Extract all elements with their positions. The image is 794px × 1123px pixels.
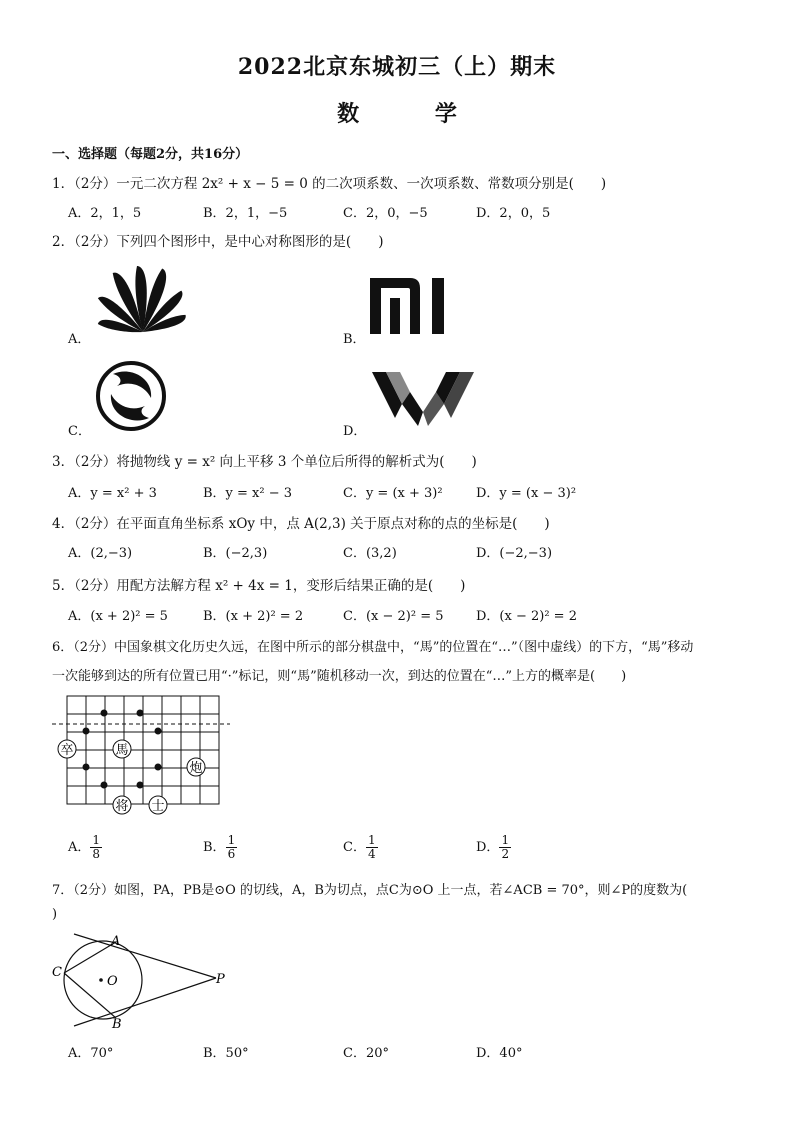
piece-shi: 士 xyxy=(151,799,165,814)
q2-option-b: B． xyxy=(343,332,366,347)
piece-jiang: 将 xyxy=(115,799,129,814)
point-p-label: P xyxy=(216,972,225,987)
point-o-label: O xyxy=(107,974,118,989)
q7-option-b: B．50° xyxy=(203,1046,249,1061)
huawei-logo-icon xyxy=(95,262,191,334)
question-2-stem: 2．（2分）下列四个图形中，是中心对称图形的是( ) xyxy=(52,234,384,250)
q7-option-d: D．40° xyxy=(476,1046,523,1061)
question-6-stem-line-2: 一次能够到达的所有位置已用“·”标记，则“馬”随机移动一次，到达的位置在“…”上方的概率是( ) xyxy=(52,669,627,684)
q1-option-b: B．2，1，−5 xyxy=(203,206,288,221)
piece-pao: 炮 xyxy=(189,761,203,776)
q7-option-a: A．70° xyxy=(68,1046,114,1061)
reach-dot xyxy=(155,764,162,771)
q6-option-a: A． $\frac{1}{8}$ xyxy=(68,833,101,861)
q2-option-c: C． xyxy=(68,424,91,439)
reach-dot xyxy=(101,782,108,789)
q6-option-c: C． $\frac{1}{4}$ xyxy=(343,833,376,861)
q3-option-a: A．y = x² + 3 xyxy=(68,486,157,501)
reach-dot xyxy=(83,728,90,735)
reach-dot xyxy=(101,710,108,717)
subject-title: 数 学 xyxy=(337,101,491,127)
point-b-label: B xyxy=(112,1017,122,1032)
q4-option-c: C．(3,2) xyxy=(343,546,397,561)
q3-option-c: C．y = (x + 3)² xyxy=(343,486,443,501)
wuling-logo-icon xyxy=(370,368,476,430)
q2-option-d: D． xyxy=(343,424,367,439)
question-3-stem: 3．（2分）将抛物线 y = x² 向上平移 3 个单位后所得的解析式为( ) xyxy=(52,454,477,470)
reach-dot xyxy=(155,728,162,735)
q5-option-b: B．(x + 2)² = 2 xyxy=(203,609,304,624)
q5-option-c: C．(x − 2)² = 5 xyxy=(343,609,444,624)
page-title: 2022北京东城初三（上）期末 xyxy=(237,54,557,80)
reach-dot xyxy=(137,782,144,789)
question-5-stem: 5．（2分）用配方法解方程 x² + 4x = 1，变形后结果正确的是( ) xyxy=(52,578,466,594)
q7-option-c: C．20° xyxy=(343,1046,389,1061)
q1-option-d: D．2，0，5 xyxy=(476,206,551,221)
reach-dot xyxy=(83,764,90,771)
circular-swirl-logo-icon xyxy=(95,360,167,432)
point-a-label: A xyxy=(111,934,121,949)
mi-logo-icon xyxy=(370,278,446,334)
q1-option-a: A．2，1，5 xyxy=(68,206,142,221)
q3-option-b: B．y = x² − 3 xyxy=(203,486,293,501)
piece-ma: 馬 xyxy=(115,743,129,758)
question-1-stem: 1．（2分）一元二次方程 2x² + x − 5 = 0 的二次项系数、一次项系数、常数项分别是( ) xyxy=(52,176,607,192)
piece-zu: 卒 xyxy=(60,743,74,758)
q2-option-a: A． xyxy=(68,332,91,347)
q4-option-b: B．(−2,3) xyxy=(203,546,268,561)
q6-option-d: D． $\frac{1}{2}$ xyxy=(476,833,510,861)
question-7-stem-line-1: 7．（2分）如图，PA，PB是⊙O 的切线，A，B为切点，点C为⊙O 上一点，若∠ACB = 70°，则∠P的度数为( xyxy=(52,883,688,898)
section-heading: 一、选择题（每题2分，共16分） xyxy=(52,147,249,162)
chess-board-figure xyxy=(50,690,240,820)
tangent-circle-figure xyxy=(48,928,238,1032)
q4-option-d: D．(−2,−3) xyxy=(476,546,553,561)
q6-option-b: B． $\frac{1}{6}$ xyxy=(203,833,236,861)
question-7-stem-line-2: ) xyxy=(52,907,58,922)
reach-dot xyxy=(137,710,144,717)
q3-option-d: D．y = (x − 3)² xyxy=(476,486,577,501)
question-6-stem-line-1: 6．（2分）中国象棋文化历史久远，在图中所示的部分棋盘中，“馬”的位置在“…”（图中虚线）的下方，“馬”移动 xyxy=(52,640,694,655)
q4-option-a: A．(2,−3) xyxy=(68,546,133,561)
q1-option-c: C．2，0，−5 xyxy=(343,206,428,221)
point-c-label: C xyxy=(52,965,62,980)
question-4-stem: 4．（2分）在平面直角坐标系 xOy 中，点 A(2,3) 关于原点对称的点的坐标是( ) xyxy=(52,516,550,532)
q5-option-a: A．(x + 2)² = 5 xyxy=(68,609,168,624)
q5-option-d: D．(x − 2)² = 2 xyxy=(476,609,577,624)
